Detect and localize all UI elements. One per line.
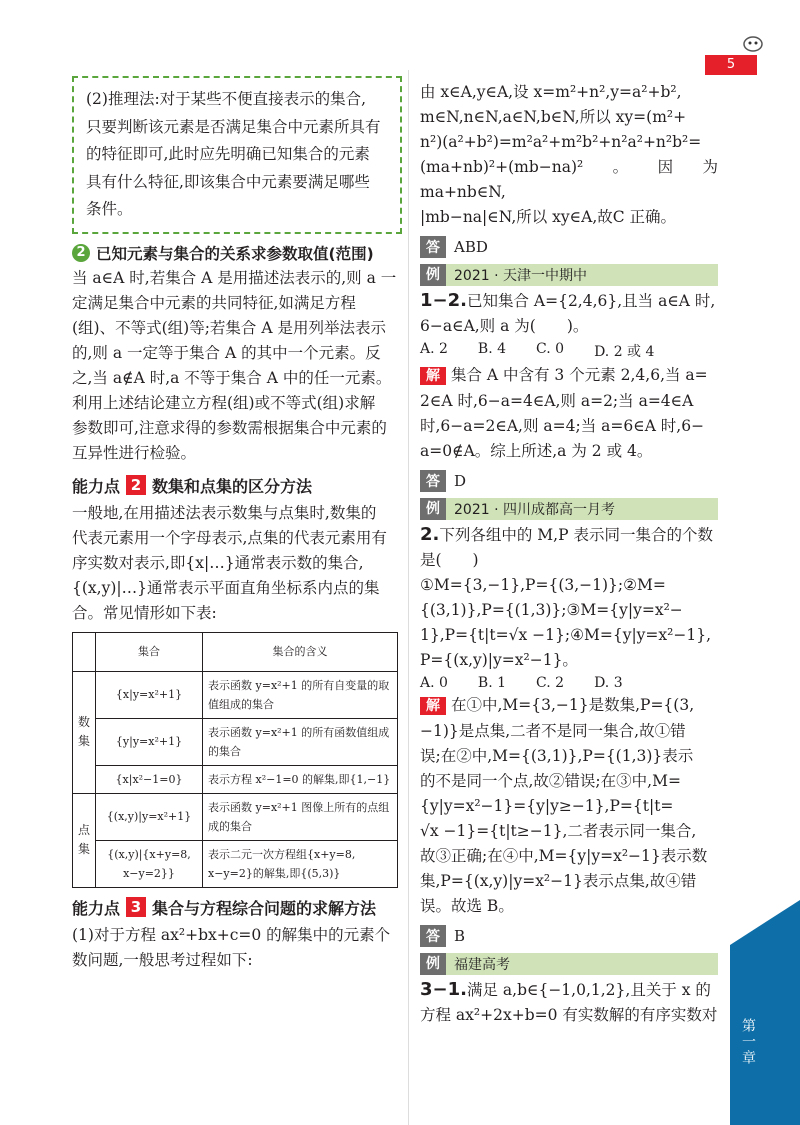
section-heading: [72, 242, 402, 264]
table-row: [73, 793, 398, 840]
ability-label: 能力点: [72, 898, 121, 918]
chapter-tab: [730, 900, 800, 1125]
body-line: 之,当 a∉A 时,a 不等于集合 A 中的任一元素。: [72, 368, 392, 387]
solution-line: 集,P={(x,y)|y=x²−1}表示点集,故④错: [420, 872, 697, 890]
question-line: P={(x,y)|y=x²−1}。: [420, 651, 578, 669]
body-line: 利用上述结论建立方程(组)或不等式(组)求解: [72, 393, 376, 412]
question-text: 已知集合 A={2,4,6},且当 a∈A 时,: [466, 292, 716, 310]
question-line: [420, 288, 718, 314]
solution-text: 在①中,M={3,−1}是数集,P={(3,: [450, 696, 695, 714]
ability-heading-3: [72, 896, 402, 919]
solve-badge: 解: [420, 697, 446, 715]
example-bar: [420, 264, 718, 286]
left-column: [72, 76, 402, 973]
question-line: ①M={3,−1},P={(3,−1)};②M=: [420, 576, 666, 594]
solution-line: [420, 363, 718, 389]
group-number-set: 数集: [73, 671, 96, 793]
set-comparison-table: [72, 632, 398, 888]
solution-line: 故③正确;在④中,M={y|y=x²−1}表示数: [420, 847, 708, 865]
body-line: (ma+nb)²+(mb−na)²。因为 ma+nb∈N,: [420, 158, 718, 201]
answer-row: [420, 236, 718, 258]
question-number: 2.: [420, 524, 440, 545]
cell-meaning: 表示函数 y=x²+1 的所有自变量的取值组成的集合: [203, 671, 398, 718]
cell-meaning: 表示函数 y=x²+1 的所有函数值组成的集合: [203, 718, 398, 765]
method-line: 的特征即可,此时应先明确已知集合的元素: [86, 145, 370, 163]
option: A. 2: [420, 341, 448, 357]
mascot-icon: [742, 34, 764, 56]
solve-badge: 解: [420, 367, 446, 385]
body-line: 定满足集合中元素的共同特征,如满足方程: [72, 293, 356, 312]
example-source: 2021 · 天津一中期中: [454, 268, 587, 284]
answer-value: ABD: [454, 238, 488, 256]
right-column: [420, 80, 718, 1028]
cell-set: {x|y=x²+1}: [96, 671, 203, 718]
question-text: 满足 a,b∈{−1,0,1,2},且关于 x 的: [466, 981, 711, 999]
question-line: [420, 977, 718, 1003]
body-line: 的,则 a 一定等于集合 A 的其中一个元素。反: [72, 343, 381, 362]
table-header-row: [73, 632, 398, 671]
body-line: 由 x∈A,y∈A,设 x=m²+n²,y=a²+b²,: [420, 83, 682, 101]
question-text: 下列各组中的 M,P 表示同一集合的个数: [439, 526, 713, 544]
solution-line: 2∈A 时,6−a=4∈A,则 a=2;当 a=4∈A: [420, 392, 694, 410]
question-line: [420, 522, 718, 548]
body-line: 参数即可,注意求得的参数需根据集合中元素的: [72, 418, 387, 437]
cell-set: {(x,y)|y=x²+1}: [96, 793, 203, 840]
table-row: [73, 765, 398, 793]
solution-line: 误;在②中,M={(3,1)},P={(1,3)}表示: [420, 747, 694, 765]
column-divider: [408, 70, 409, 1125]
question-line: 6−a∈A,则 a 为( )。: [420, 317, 589, 335]
header-meaning: 集合的含义: [203, 632, 398, 671]
ability-title: 数集和点集的区分方法: [152, 476, 313, 496]
solution-line: √x −1}={t|t≥−1},二者表示同一集合,: [420, 822, 697, 840]
option: C. 0: [536, 341, 565, 357]
body-line: 代表元素用一个字母表示,点集的代表元素用有: [72, 528, 387, 547]
method-line: 具有什么特征,即该集合中元素要满足哪些: [86, 172, 370, 191]
example-badge: 例: [420, 498, 446, 520]
group-point-set: 点集: [73, 793, 96, 887]
header-set: 集合: [96, 632, 203, 671]
ability-number: 2: [126, 475, 146, 495]
answer-row: [420, 925, 718, 947]
answer-badge: 答: [420, 470, 446, 492]
example-source: 2021 · 四川成都高一月考: [454, 502, 615, 518]
solution-line: [420, 693, 718, 719]
cell-meaning: 表示函数 y=x²+1 图像上所有的点组成的集合: [203, 793, 398, 840]
method-line: (2)推理法:对于某些不便直接表示的集合,: [86, 90, 367, 108]
cell-meaning: 表示方程 x²−1=0 的解集,即{1,−1}: [203, 765, 398, 793]
section-title: 已知元素与集合的关系求参数取值(范围): [96, 244, 374, 263]
answer-value: B: [454, 927, 466, 945]
method-box: [72, 76, 402, 234]
example-bar: [420, 498, 718, 520]
solution-text: 集合 A 中含有 3 个元素 2,4,6,当 a=: [450, 366, 708, 384]
cell-meaning: 表示二元一次方程组{x+y=8, x−y=2}的解集,即{(5,3)}: [203, 840, 398, 887]
ability-title: 集合与方程综合问题的求解方法: [152, 898, 377, 918]
table-row: [73, 671, 398, 718]
option: C. 2: [536, 675, 565, 691]
solution-line: {y|y=x²−1}={y|y≥−1},P={t|t=: [420, 797, 674, 815]
answer-row: [420, 470, 718, 492]
option: D. 2 或 4: [594, 344, 655, 360]
question-line: 1},P={t|t=√x −1};④M={y|y=x²−1},: [420, 626, 712, 644]
chapter-tab-label: 第一章: [740, 1018, 756, 1066]
table-row: [73, 718, 398, 765]
example-source: 福建高考: [454, 957, 510, 973]
body-line: {(x,y)|…}通常表示平面直角坐标系内点的集: [72, 578, 380, 597]
body-line: 合。常见情形如下表:: [72, 603, 217, 622]
question-line: 是( ): [420, 551, 479, 569]
body-line: 一般地,在用描述法表示数集与点集时,数集的: [72, 503, 377, 522]
option: A. 0: [420, 675, 448, 691]
example-badge: 例: [420, 953, 446, 975]
question-number: 3−1.: [420, 979, 467, 1000]
option: B. 1: [477, 675, 507, 691]
body-line: 当 a∈A 时,若集合 A 是用描述法表示的,则 a 一: [72, 268, 397, 287]
ability-label: 能力点: [72, 476, 121, 496]
question-number: 1−2.: [420, 290, 467, 311]
solution-line: −1)}是点集,二者不是同一集合,故①错: [420, 722, 686, 740]
option: D. 3: [594, 675, 623, 691]
ability-heading-2: [72, 474, 402, 497]
question-line: 方程 ax²+2x+b=0 有实数解的有序实数对: [420, 1006, 718, 1024]
solution-line: 时,6−a=2∈A,则 a=4;当 a=6∈A 时,6−: [420, 417, 705, 435]
example-badge: 例: [420, 264, 446, 286]
body-line: 互异性进行检验。: [72, 443, 197, 462]
answer-badge: 答: [420, 236, 446, 258]
body-line: |mb−na|∈N,所以 xy∈A,故C 正确。: [420, 208, 677, 226]
cell-set: {x|x²−1=0}: [96, 765, 203, 793]
options-row: [420, 341, 718, 361]
solution-line: 的不是同一个点,故②错误;在③中,M=: [420, 772, 681, 790]
options-row: [420, 675, 718, 691]
example-bar: [420, 953, 718, 975]
cell-set: {(x,y)|{x+y=8, x−y=2}}: [96, 840, 203, 887]
cell-set: {y|y=x²+1}: [96, 718, 203, 765]
solution-line: 误。故选 B。: [420, 897, 514, 915]
answer-value: D: [454, 472, 467, 490]
table-row: [73, 840, 398, 887]
body-line: m∈N,n∈N,a∈N,b∈N,所以 xy=(m²+: [420, 108, 687, 126]
body-line: 序实数对表示,即{x|…}通常表示数的集合,: [72, 553, 364, 572]
body-line: 数问题,一般思考过程如下:: [72, 950, 253, 969]
body-line: (1)对于方程 ax²+bx+c=0 的解集中的元素个: [72, 925, 391, 944]
answer-badge: 答: [420, 925, 446, 947]
method-line: 条件。: [86, 200, 133, 218]
section-number-icon: 2: [72, 244, 90, 262]
page-number: 5: [705, 55, 757, 75]
option: B. 4: [477, 341, 507, 357]
body-line: n²)(a²+b²)=m²a²+m²b²+n²a²+n²b²=: [420, 133, 702, 151]
solution-line: a=0∉A。综上所述,a 为 2 或 4。: [420, 442, 653, 460]
method-line: 只要判断该元素是否满足集合中元素所具有: [86, 117, 381, 136]
ability-number: 3: [126, 897, 146, 917]
question-line: {(3,1)},P={(1,3)};③M={y|y=x²−: [420, 601, 683, 619]
body-line: (组)、不等式(组)等;若集合 A 是用列举法表示: [72, 318, 386, 337]
